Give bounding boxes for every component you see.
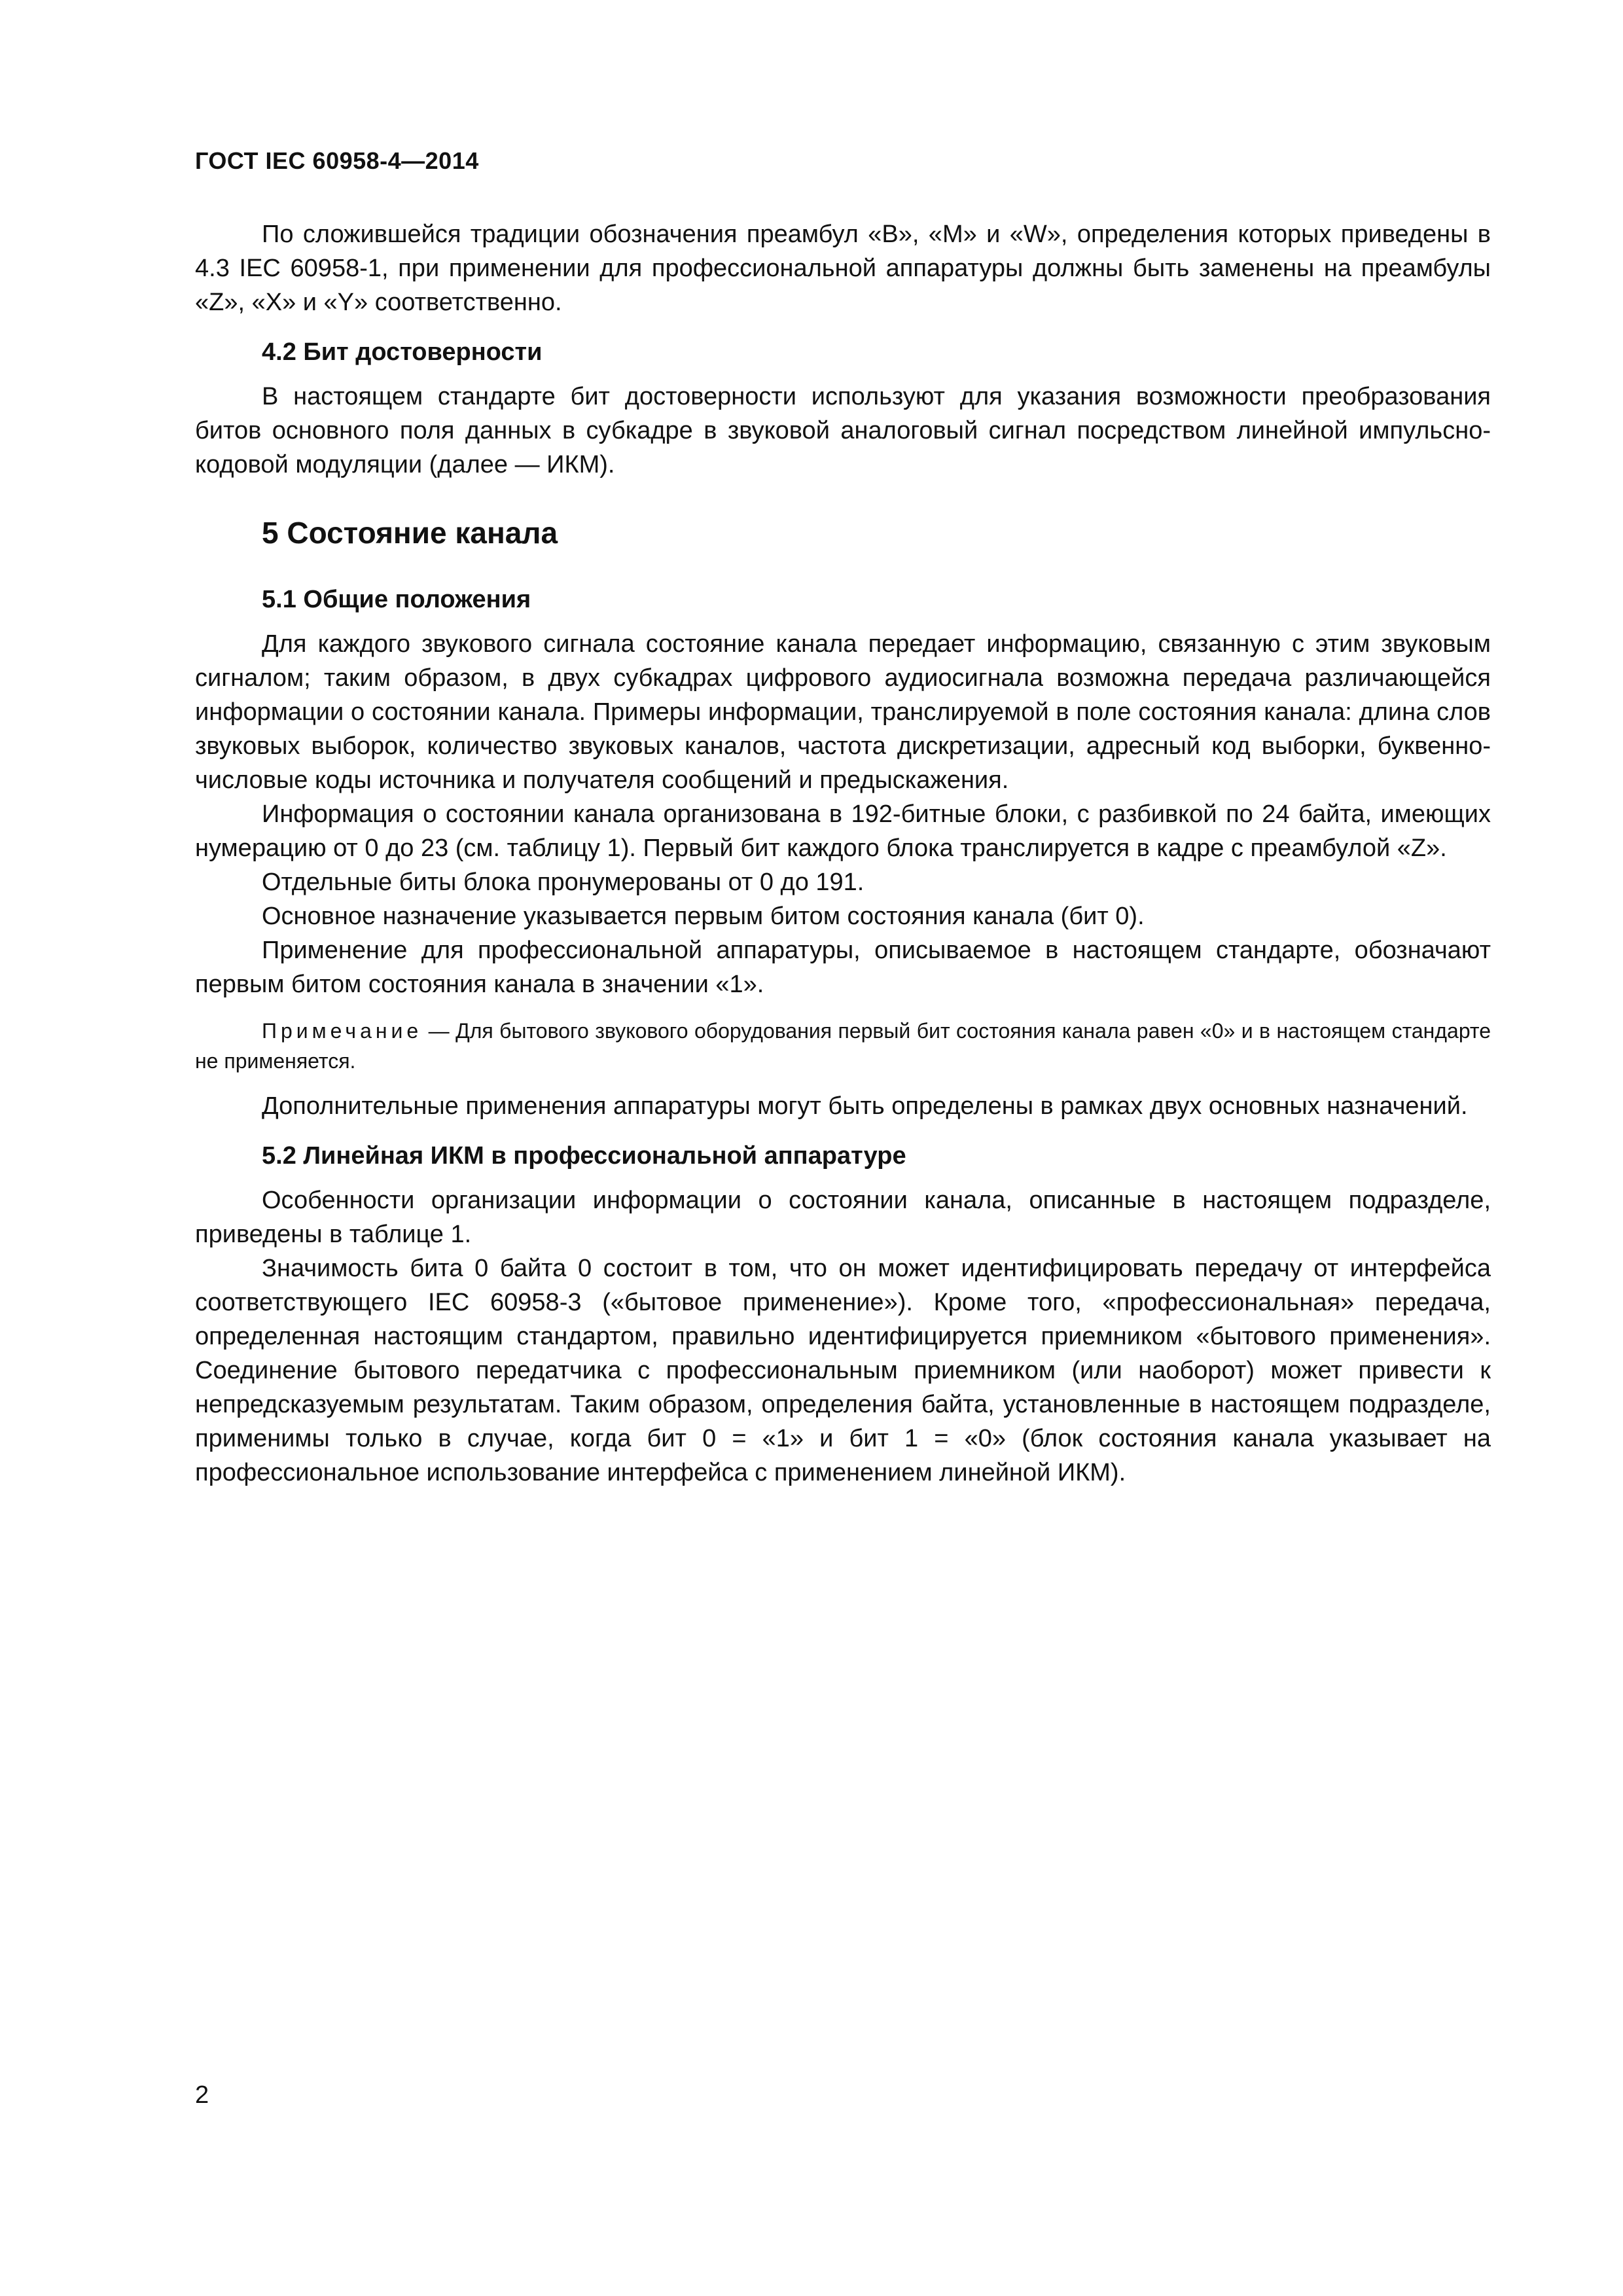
paragraph-5-1-5: Применение для профессиональной аппаратуры, описываемое в настоящем стандарте, обозначают первым битом состояния канала в значении «1». [195, 937, 1491, 998]
page-number: 2 [195, 2081, 209, 2109]
document-page [195, 0, 1491, 2296]
note-text: — Для бытового звукового оборудования первый бит состояния канала равен «0» и в настоящем стандарте не применяется. [195, 1019, 1491, 1073]
paragraph-preambles: По сложившейся традиции обозначения преамбул «B», «M» и «W», определения которых приведены в 4.3 IEC 60958-1, при применении для профессиональной аппаратуры должны быть заменены на преамбулы «Z», «X» и «Y» соответственно. [195, 221, 1491, 316]
paragraph-5-2-2: Значимость бита 0 байта 0 состоит в том, что он может идентифицировать передачу от интерфейса соответствующего IEC 60958-3 («бытовое применение»). Кроме того, «профессиональная» передача, определенная настоящим стандартом, правильно идентифицируется приемником «бытового применения». Соединение бытового передатчика с профессиональным приемником (или наоборот) может привести к непредсказуемым результатам. Таким образом, определения байта, установленные в настоящем подразделе, применимы только в случае, когда бит 0 = «1» и бит 1 = «0» (блок состояния канала указывает на профессиональное использование интерфейса с применением линейной ИКМ). [195, 1255, 1491, 1486]
section-title-5: 5 Состояние канала [262, 516, 558, 550]
subsection-title-5-2: 5.2 Линейная ИКМ в профессиональной аппаратуре [262, 1142, 906, 1170]
note-label: Примечание [262, 1019, 423, 1043]
paragraph-5-1-6: Дополнительные применения аппаратуры могут быть определены в рамках двух основных назначений. [262, 1092, 1468, 1120]
paragraph-5-1-4: Основное назначение указывается первым битом состояния канала (бит 0). [262, 903, 1145, 930]
paragraph-5-1-3: Отдельные биты блока пронумерованы от 0 до 191. [262, 869, 865, 896]
paragraph-validity-bit: В настоящем стандарте бит достоверности используют для указания возможности преобразования битов основного поля данных в субкадре в звуковой аналоговый сигнал посредством линейной импульсно-кодовой модуляции (далее — ИКМ). [195, 383, 1491, 478]
paragraph-5-1-1: Для каждого звукового сигнала состояние канала передает информацию, связанную с этим звуковым сигналом; таким образом, в двух субкадрах цифрового аудиосигнала возможна передача различающейся информации о состоянии канала. Примеры информации, транслируемой в поле состояния канала: длина слов звуковых выборок, количество звуковых каналов, частота дискретизации, адресный код выборки, буквенно-числовые коды источника и получателя сообщений и предыскажения. [195, 630, 1491, 794]
paragraph-5-1-2: Информация о состоянии канала организована в 192-битные блоки, с разбивкой по 24 байта, имеющих нумерацию от 0 до 23 (см. таблицу 1). Первый бит каждого блока транслируется в кадре с преамбулой «Z». [195, 800, 1491, 862]
document-body [195, 217, 1491, 1490]
subsection-title-4-2: 4.2 Бит достоверности [262, 338, 543, 366]
subsection-title-5-1: 5.1 Общие положения [262, 586, 531, 613]
paragraph-5-2-1: Особенности организации информации о состоянии канала, описанные в настоящем подразделе, приведены в таблице 1. [195, 1187, 1491, 1248]
document-header: ГОСТ IEC 60958-4—2014 [195, 147, 479, 174]
note-block [195, 1016, 1491, 1076]
